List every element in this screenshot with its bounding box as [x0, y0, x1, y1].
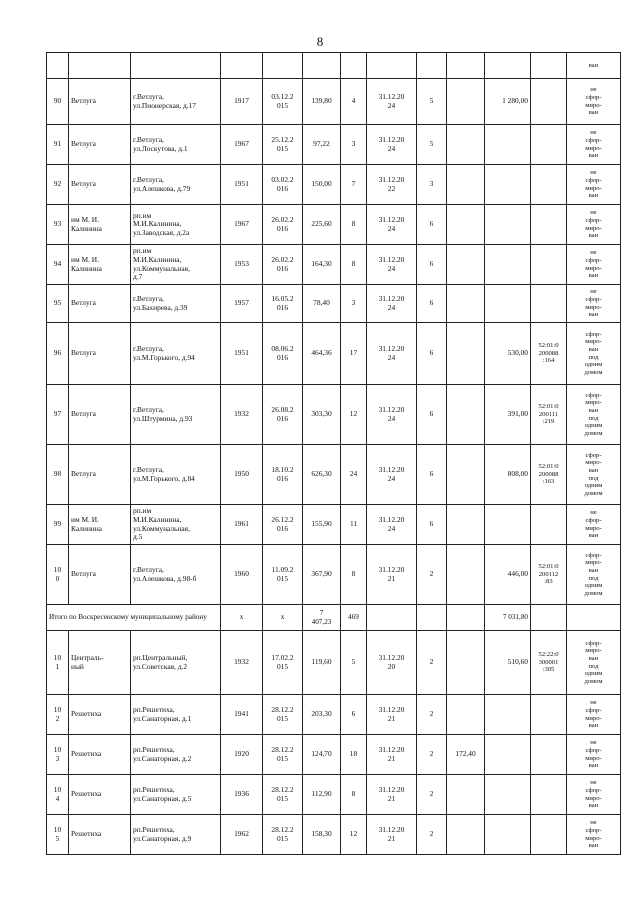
extra-value-cell: [447, 125, 485, 165]
row-number-cell: 10 2: [47, 695, 69, 735]
year-cell: 1967: [221, 125, 263, 165]
address-cell: рп.Решетиха, ул.Санаторная, д.2: [131, 735, 221, 775]
year-cell: 1932: [221, 385, 263, 445]
reason-cell: 6: [417, 505, 447, 545]
area-cell: 139,80: [303, 79, 341, 125]
extra-value-cell: [447, 165, 485, 205]
table-row: [47, 445, 621, 505]
reason-cell: 2: [417, 545, 447, 605]
area-cell: 225,60: [303, 205, 341, 245]
row-number-cell: 93: [47, 205, 69, 245]
year-cell: 1957: [221, 285, 263, 323]
locality-cell: им М. И. Калинина: [69, 505, 131, 545]
total-area-cell: 7 407,23: [303, 605, 341, 631]
year-cell: 1967: [221, 205, 263, 245]
cost-cell: 391,00: [485, 385, 531, 445]
year-cell: 1951: [221, 165, 263, 205]
date-cell: 26.08.2 016: [263, 385, 303, 445]
date-cell: 28.12.2 015: [263, 775, 303, 815]
total-residents-cell: 469: [341, 605, 367, 631]
cadastral-cell: 52:01:0 200112 :83: [531, 545, 567, 605]
year-cell: 1950: [221, 445, 263, 505]
date-cell: 26.02.2 016: [263, 205, 303, 245]
table-row: [47, 385, 621, 445]
date-cell: 16.05.2 016: [263, 285, 303, 323]
residents-cell: 4: [341, 79, 367, 125]
status-cell: не сфор- миро- ван: [567, 815, 621, 855]
total-year-cell: x: [221, 605, 263, 631]
date-cell: 26.12.2 016: [263, 505, 303, 545]
table-row: [47, 285, 621, 323]
address-cell: рп.Центральный, ул.Советская, д.2: [131, 631, 221, 695]
locality-cell: Ветлуга: [69, 285, 131, 323]
extra-value-cell: [447, 385, 485, 445]
address-cell: г.Ветлуга, ул.М.Горького, д.94: [131, 323, 221, 385]
deadline-cell: 31.12.20 21: [367, 815, 417, 855]
total-row: [47, 605, 621, 631]
locality-cell: Решетиха: [69, 775, 131, 815]
status-cell: не сфор- миро- ван: [567, 125, 621, 165]
reason-cell: 6: [417, 285, 447, 323]
deadline-cell: 31.12.20 21: [367, 545, 417, 605]
extra-value-cell: [447, 285, 485, 323]
extra-value-cell: [447, 205, 485, 245]
area-cell: 164,30: [303, 245, 341, 285]
year-cell: 1941: [221, 695, 263, 735]
status-cell: не сфор- миро- ван: [567, 775, 621, 815]
area-cell: 119,60: [303, 631, 341, 695]
cadastral-cell: [531, 165, 567, 205]
table-row: [47, 165, 621, 205]
status-cell: сфор- миро- ван под одним домом: [567, 545, 621, 605]
status-cell: не сфор- миро- ван: [567, 245, 621, 285]
year-cell: 1951: [221, 323, 263, 385]
year-cell: 1917: [221, 79, 263, 125]
row-number-cell: 10 4: [47, 775, 69, 815]
cadastral-cell: [531, 735, 567, 775]
row-number-cell: 10 0: [47, 545, 69, 605]
residents-cell: 11: [341, 505, 367, 545]
address-cell: рп.им М.И.Калинина, ул.Коммунальная, д.5: [131, 505, 221, 545]
address-cell: г.Ветлуга, ул.Пионерская, д.17: [131, 79, 221, 125]
cost-cell: 1 280,00: [485, 79, 531, 125]
area-cell: 124,70: [303, 735, 341, 775]
table-row: [47, 695, 621, 735]
address-cell: г.Ветлуга, ул.Алешкова, д.79: [131, 165, 221, 205]
residents-cell: 18: [341, 735, 367, 775]
date-cell: 25.12.2 015: [263, 125, 303, 165]
cost-cell: 530,00: [485, 323, 531, 385]
residents-cell: 7: [341, 165, 367, 205]
cost-cell: [485, 205, 531, 245]
year-cell: 1936: [221, 775, 263, 815]
status-cell: ван: [567, 53, 621, 79]
locality-cell: Ветлуга: [69, 445, 131, 505]
status-cell: сфор- миро- ван под одним домом: [567, 445, 621, 505]
date-cell: 11.09.2 015: [263, 545, 303, 605]
address-cell: г.Ветлуга, ул.Алешкова, д.98-б: [131, 545, 221, 605]
area-cell: 78,40: [303, 285, 341, 323]
row-number-cell: 99: [47, 505, 69, 545]
residents-cell: 8: [341, 775, 367, 815]
extra-value-cell: [447, 445, 485, 505]
table-row: [47, 205, 621, 245]
deadline-cell: 31.12.20 21: [367, 695, 417, 735]
reason-cell: 6: [417, 245, 447, 285]
area-cell: 464,36: [303, 323, 341, 385]
residents-cell: 24: [341, 445, 367, 505]
residents-cell: 17: [341, 323, 367, 385]
cost-cell: [485, 735, 531, 775]
area-cell: 97,22: [303, 125, 341, 165]
cost-cell: [485, 165, 531, 205]
row-number-cell: 92: [47, 165, 69, 205]
locality-cell: Ветлуга: [69, 125, 131, 165]
cadastral-cell: [531, 815, 567, 855]
date-cell: 18.10.2 016: [263, 445, 303, 505]
deadline-cell: 31.12.20 21: [367, 775, 417, 815]
cadastral-cell: 52:01:0 200088 :164: [531, 323, 567, 385]
deadline-cell: 31.12.20 24: [367, 445, 417, 505]
extra-value-cell: [447, 631, 485, 695]
empty-cell: [447, 605, 485, 631]
extra-value-cell: [447, 79, 485, 125]
status-cell: не сфор- миро- ван: [567, 285, 621, 323]
date-cell: 28.12.2 015: [263, 695, 303, 735]
row-number-cell: 97: [47, 385, 69, 445]
address-cell: г.Ветлуга, ул.М.Горького, д.84: [131, 445, 221, 505]
reason-cell: 6: [417, 385, 447, 445]
row-number-cell: 96: [47, 323, 69, 385]
locality-cell: им М. И. Калинина: [69, 205, 131, 245]
extra-value-cell: [447, 505, 485, 545]
table-row: [47, 125, 621, 165]
deadline-cell: 31.12.20 24: [367, 505, 417, 545]
year-cell: 1961: [221, 505, 263, 545]
reason-cell: 6: [417, 205, 447, 245]
residents-cell: 3: [341, 285, 367, 323]
reason-cell: 2: [417, 775, 447, 815]
extra-value-cell: [447, 775, 485, 815]
cadastral-cell: 52:01:0 200111 :219: [531, 385, 567, 445]
deadline-cell: 31.12.20 24: [367, 205, 417, 245]
residents-cell: 8: [341, 245, 367, 285]
status-cell: сфор- миро- ван под одним домом: [567, 385, 621, 445]
cadastral-cell: [531, 775, 567, 815]
address-cell: рп.им М.И.Калинина, ул.Заводская, д.2а: [131, 205, 221, 245]
housing-table: [46, 52, 621, 855]
extra-value-cell: [447, 323, 485, 385]
cadastral-cell: [531, 285, 567, 323]
residents-cell: 5: [341, 631, 367, 695]
status-cell: сфор- миро- ван под одним домом: [567, 631, 621, 695]
row-number-cell: 91: [47, 125, 69, 165]
deadline-cell: 31.12.20 20: [367, 631, 417, 695]
address-cell: г.Ветлуга, ул.Лоскутова, д.1: [131, 125, 221, 165]
extra-value-cell: [447, 545, 485, 605]
deadline-cell: 31.12.20 24: [367, 245, 417, 285]
area-cell: 158,30: [303, 815, 341, 855]
residents-cell: 8: [341, 205, 367, 245]
area-cell: 155,90: [303, 505, 341, 545]
date-cell: 17.02.2 015: [263, 631, 303, 695]
total-date-cell: x: [263, 605, 303, 631]
cadastral-cell: [531, 695, 567, 735]
row-number-cell: 10 3: [47, 735, 69, 775]
page-number: 8: [316, 34, 324, 49]
cadastral-cell: [531, 125, 567, 165]
residents-cell: 8: [341, 545, 367, 605]
table-row: [47, 775, 621, 815]
cadastral-cell: [531, 245, 567, 285]
row-number-cell: 90: [47, 79, 69, 125]
reason-cell: 2: [417, 735, 447, 775]
cost-cell: [485, 775, 531, 815]
area-cell: 303,30: [303, 385, 341, 445]
row-number-cell: 98: [47, 445, 69, 505]
table-row: [47, 245, 621, 285]
extra-value-cell: [447, 245, 485, 285]
cost-cell: 808,00: [485, 445, 531, 505]
table-row: [47, 505, 621, 545]
reason-cell: 2: [417, 815, 447, 855]
deadline-cell: 31.12.20 24: [367, 385, 417, 445]
year-cell: 1932: [221, 631, 263, 695]
cadastral-cell: [531, 505, 567, 545]
cost-cell: [485, 125, 531, 165]
date-cell: 08.06.2 016: [263, 323, 303, 385]
status-cell: не сфор- миро- ван: [567, 165, 621, 205]
reason-cell: 5: [417, 79, 447, 125]
cost-cell: [485, 245, 531, 285]
area-cell: 112,90: [303, 775, 341, 815]
year-cell: 1953: [221, 245, 263, 285]
deadline-cell: 31.12.20 24: [367, 323, 417, 385]
locality-cell: Ветлуга: [69, 165, 131, 205]
locality-cell: Централь- ный: [69, 631, 131, 695]
status-cell: не сфор- миро- ван: [567, 79, 621, 125]
locality-cell: Решетиха: [69, 735, 131, 775]
table-row: [47, 79, 621, 125]
deadline-cell: 31.12.20 24: [367, 79, 417, 125]
table-row: [47, 545, 621, 605]
locality-cell: им М. И. Калинина: [69, 245, 131, 285]
cadastral-cell: [531, 205, 567, 245]
address-cell: рп.Решетиха, ул.Санаторная, д.1: [131, 695, 221, 735]
locality-cell: Ветлуга: [69, 385, 131, 445]
reason-cell: 5: [417, 125, 447, 165]
deadline-cell: 31.12.20 22: [367, 165, 417, 205]
residents-cell: 3: [341, 125, 367, 165]
empty-cell: [367, 605, 417, 631]
reason-cell: 2: [417, 631, 447, 695]
cadastral-cell: [531, 79, 567, 125]
table-row: [47, 735, 621, 775]
status-cell: не сфор- миро- ван: [567, 205, 621, 245]
reason-cell: 3: [417, 165, 447, 205]
total-cost-cell: 7 031,80: [485, 605, 531, 631]
address-cell: рп.им М.И.Калинина, ул.Коммунальная, д.7: [131, 245, 221, 285]
date-cell: 26.02.2 016: [263, 245, 303, 285]
date-cell: 03.12.2 015: [263, 79, 303, 125]
year-cell: 1960: [221, 545, 263, 605]
deadline-cell: 31.12.20 21: [367, 735, 417, 775]
row-number-cell: 10 1: [47, 631, 69, 695]
deadline-cell: 31.12.20 24: [367, 285, 417, 323]
date-cell: 03.02.2 016: [263, 165, 303, 205]
area-cell: 626,30: [303, 445, 341, 505]
extra-value-cell: [447, 815, 485, 855]
area-cell: 367,90: [303, 545, 341, 605]
locality-cell: Ветлуга: [69, 323, 131, 385]
address-cell: г.Ветлуга, ул.Штурмина, д.93: [131, 385, 221, 445]
cost-cell: [485, 695, 531, 735]
residents-cell: 6: [341, 695, 367, 735]
cost-cell: [485, 505, 531, 545]
locality-cell: Решетиха: [69, 695, 131, 735]
locality-cell: Ветлуга: [69, 79, 131, 125]
locality-cell: Решетиха: [69, 815, 131, 855]
date-cell: 28.12.2 015: [263, 815, 303, 855]
table-row: [47, 815, 621, 855]
extra-value-cell: 172,40: [447, 735, 485, 775]
reason-cell: 2: [417, 695, 447, 735]
locality-cell: Ветлуга: [69, 545, 131, 605]
area-cell: 150,00: [303, 165, 341, 205]
status-cell: не сфор- миро- ван: [567, 735, 621, 775]
row-number-cell: 95: [47, 285, 69, 323]
status-cell: сфор- миро- ван под одним домом: [567, 323, 621, 385]
table-body: [47, 53, 621, 855]
reason-cell: 6: [417, 323, 447, 385]
table-row-continuation: [47, 53, 621, 79]
year-cell: 1962: [221, 815, 263, 855]
table-row: [47, 631, 621, 695]
empty-cell: [567, 605, 621, 631]
address-cell: рп.Решетиха, ул.Санаторная, д.9: [131, 815, 221, 855]
table-row: [47, 323, 621, 385]
year-cell: 1920: [221, 735, 263, 775]
cadastral-cell: 52:01:0 200088 :163: [531, 445, 567, 505]
row-number-cell: 94: [47, 245, 69, 285]
total-label: Итого по Воскресенскому муниципальному району: [47, 605, 221, 631]
cost-cell: [485, 285, 531, 323]
address-cell: г.Ветлуга, ул.Бахирева, д.39: [131, 285, 221, 323]
address-cell: рп.Решетиха, ул.Санаторная, д.5: [131, 775, 221, 815]
area-cell: 203,30: [303, 695, 341, 735]
cost-cell: [485, 815, 531, 855]
status-cell: не сфор- миро- ван: [567, 695, 621, 735]
date-cell: 28.12.2 015: [263, 735, 303, 775]
residents-cell: 12: [341, 385, 367, 445]
cost-cell: 510,60: [485, 631, 531, 695]
cost-cell: 446,00: [485, 545, 531, 605]
residents-cell: 12: [341, 815, 367, 855]
empty-cell: [417, 605, 447, 631]
extra-value-cell: [447, 695, 485, 735]
reason-cell: 6: [417, 445, 447, 505]
cadastral-cell: 52:22:0 300001 :305: [531, 631, 567, 695]
deadline-cell: 31.12.20 24: [367, 125, 417, 165]
empty-cell: [531, 605, 567, 631]
row-number-cell: 10 5: [47, 815, 69, 855]
status-cell: не сфор- миро- ван: [567, 505, 621, 545]
